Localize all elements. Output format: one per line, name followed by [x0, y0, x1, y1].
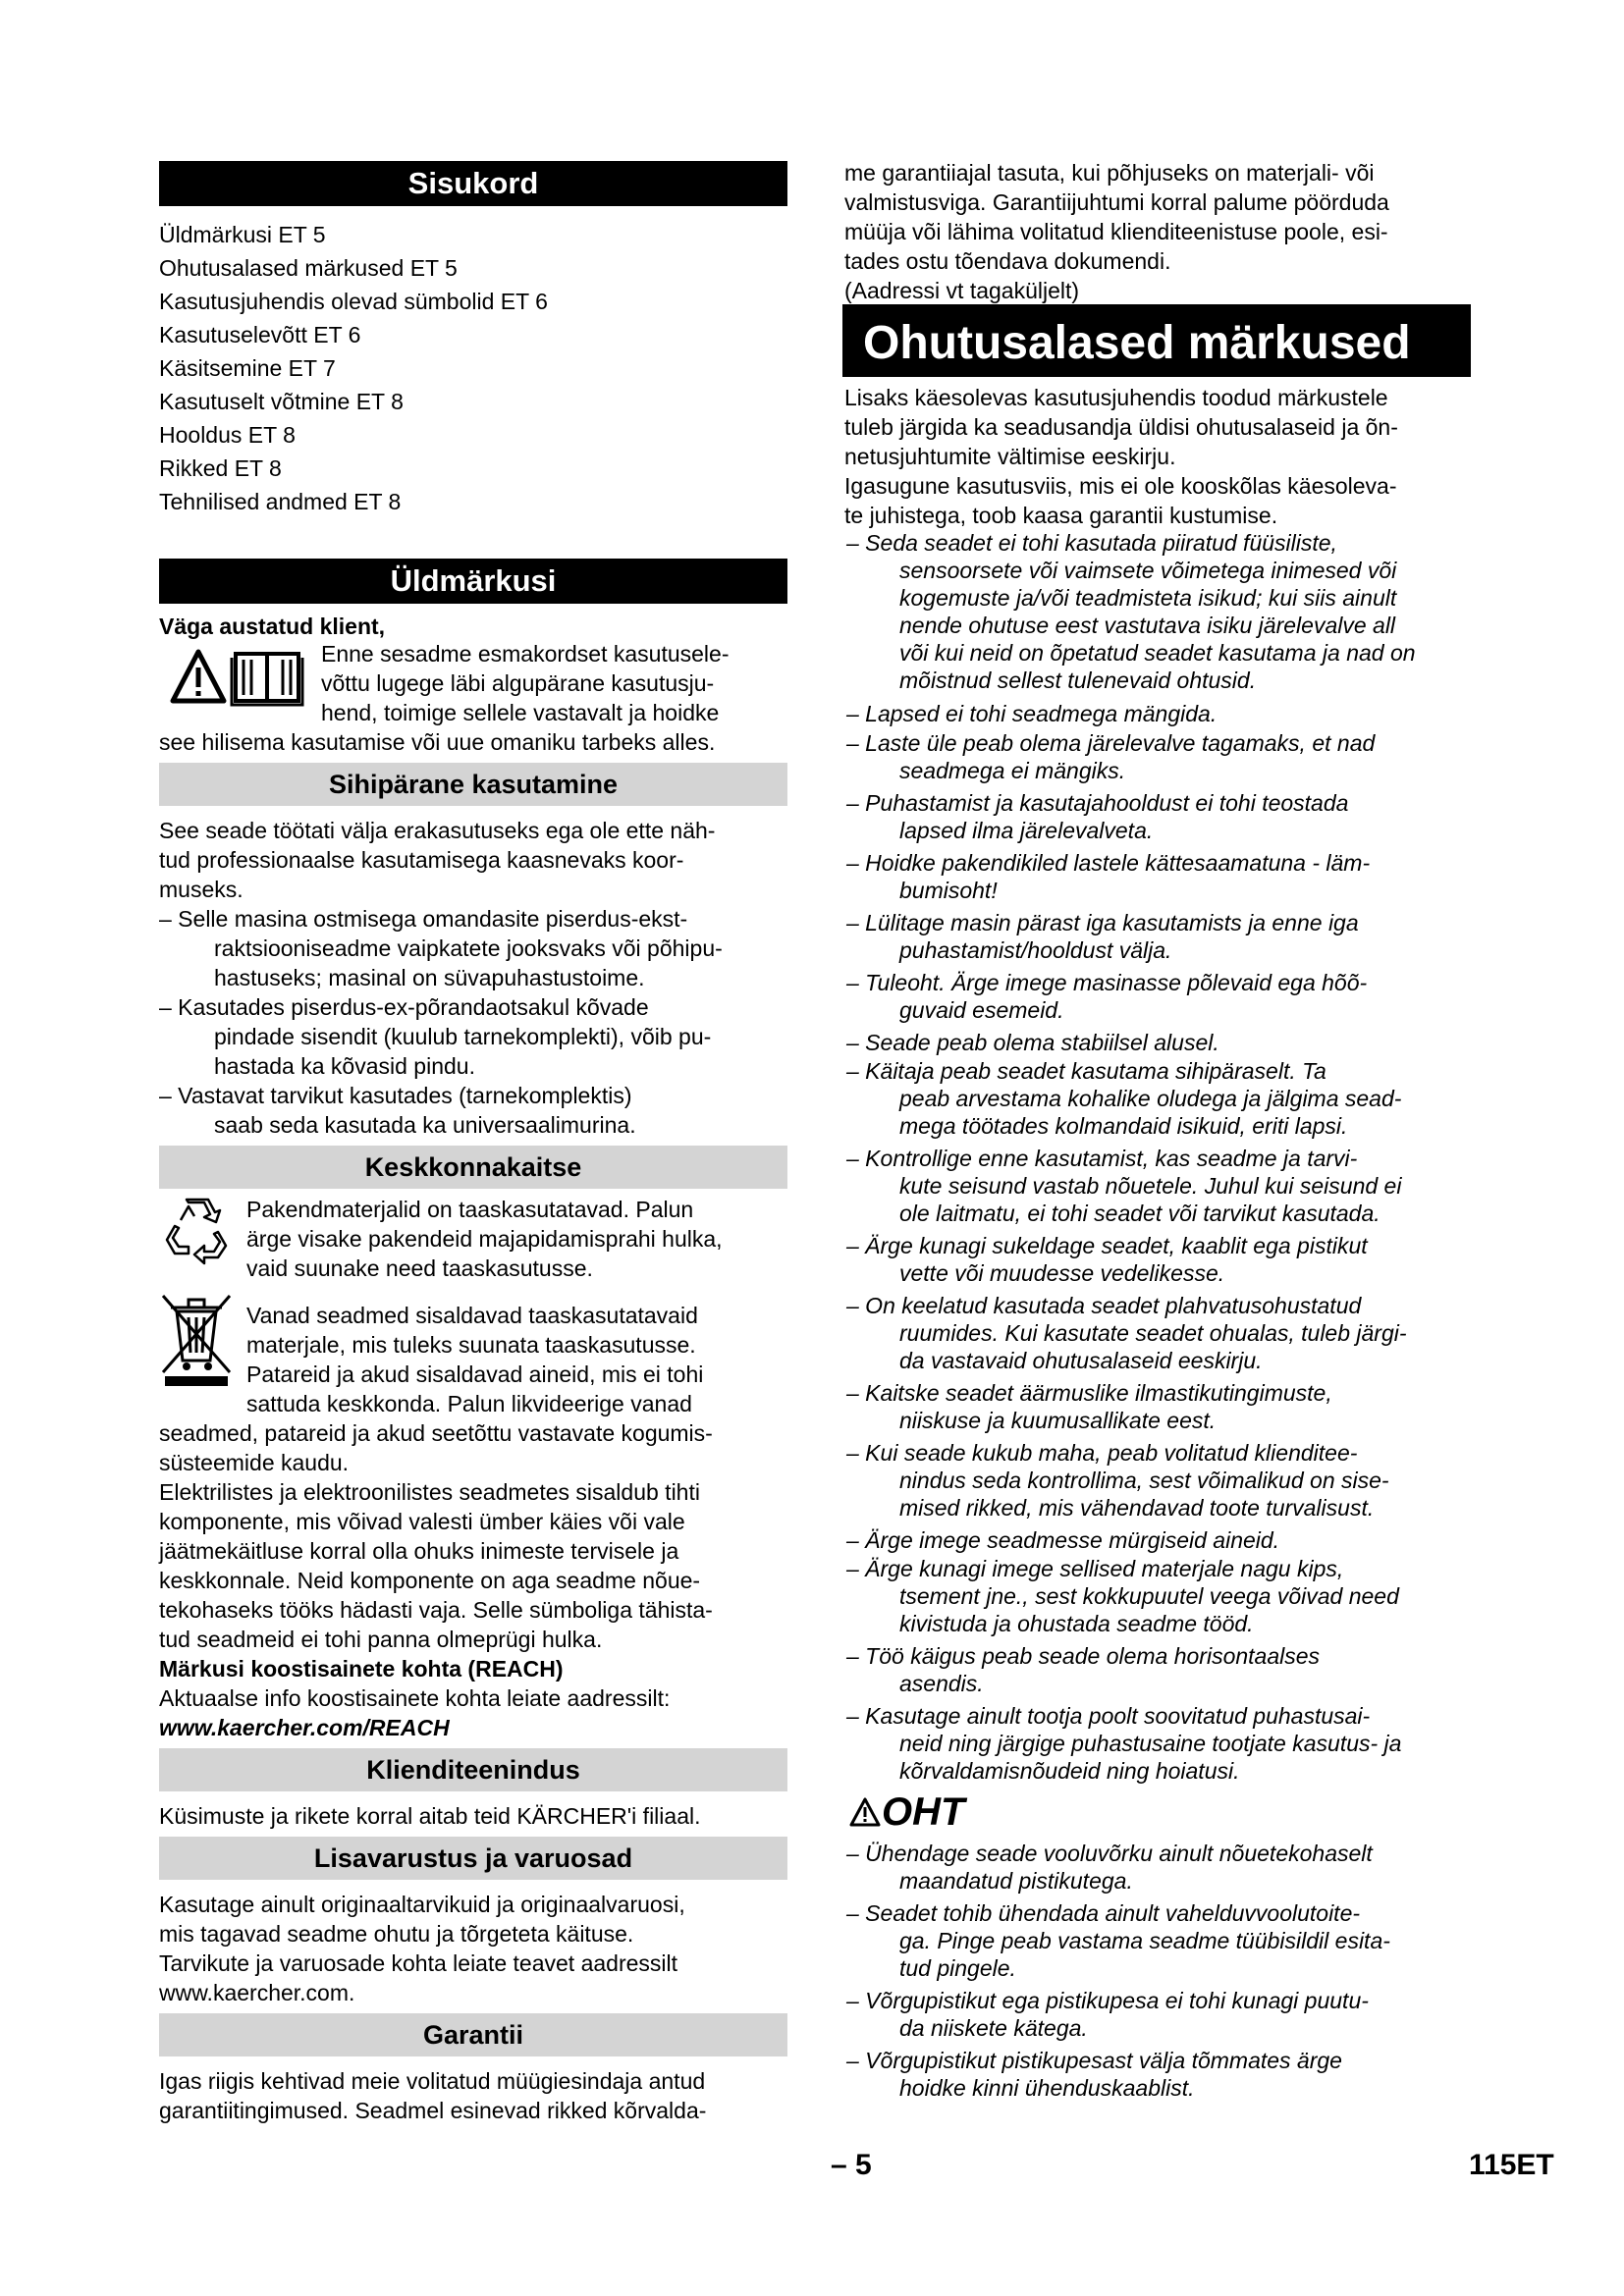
recycle-icon [159, 1193, 234, 1267]
intro-line: Enne sesadme esmakordset kasutusele- [321, 641, 730, 667]
safety-item: da vastavaid ohutusalaseid eeskirju. [899, 1348, 1263, 1373]
safety-item: – Töö käigus peab seade olema horisontaalses [846, 1643, 1321, 1669]
safety-item: ruumides. Kui kasutate seadet ohualas, tuleb järgi- [899, 1320, 1407, 1346]
safety-item: – Laste üle peab olema järelevalve tagamaks, et nad [846, 730, 1376, 756]
service-heading: Klienditeenindus [159, 1748, 787, 1791]
safety-item: puhastamist/hooldust välja. [899, 937, 1172, 963]
safety-item: – On keelatud kasutada seadet plahvatusohustatud [846, 1293, 1362, 1318]
intended-use-line: raktsiooniseadme vaipkatete jooksvaks või põhipu- [214, 935, 723, 961]
disposal-line: sattuda keskkonda. Palun likvideerige vanad [246, 1391, 692, 1416]
toc-item[interactable]: Käsitsemine ET 7 [159, 355, 336, 381]
warranty-line: tades ostu tõendava dokumendi. [844, 248, 1171, 274]
packaging-line: vaid suunake need taaskasutusse. [246, 1255, 593, 1281]
safety-heading: Ohutusalased märkused [844, 306, 1469, 375]
toc-heading: Sisukord [159, 161, 787, 206]
reach-text: Aktuaalse info koostisainete kohta leiate aadressilt: [159, 1685, 671, 1711]
safety-item: – Kontrollige enne kasutamist, kas seadme ja tarvi- [846, 1146, 1358, 1171]
safety-item: – Tuleoht. Ärge imege masinasse põlevaid ega hõõ- [846, 970, 1368, 995]
safety-item: – Kaitske seadet äärmuslike ilmastikutingimuste, [846, 1380, 1332, 1406]
disposal-line: Patareid ja akud sisaldavad aineid, mis ei tohi [246, 1362, 704, 1387]
safety-item: kogemuste ja/või teadmisteta isikud; kui siis ainult [899, 585, 1397, 611]
warranty-line: me garantiiajal tasuta, kui põhjuseks on materjali- või [844, 160, 1375, 186]
toc-item[interactable]: Kasutuselt võtmine ET 8 [159, 389, 404, 414]
accessories-line: Kasutage ainult originaaltarvikuid ja originaalvaruosi, [159, 1892, 685, 1917]
danger-label: OHT [882, 1790, 965, 1834]
safety-item: – Käitaja peab seadet kasutama sihipäraselt. Ta [846, 1058, 1326, 1084]
warning-book-icon [169, 648, 316, 707]
reach-link[interactable]: www.kaercher.com/REACH [159, 1715, 450, 1740]
intended-use-line: hastada ka kõvasid pindu. [214, 1053, 475, 1079]
danger-item: hoidke kinni ühenduskaablist. [899, 2075, 1195, 2101]
intro-line: see hilisema kasutamise või uue omaniku tarbeks alles. [159, 729, 716, 755]
safety-item: bumisoht! [899, 878, 998, 903]
general-heading: Üldmärkusi [159, 559, 787, 604]
disposal-line: keskkonnale. Neid komponente on aga seadme nõue- [159, 1568, 701, 1593]
intended-use-line: saab seda kasutada ka universaalimurina. [214, 1112, 636, 1138]
warranty-heading: Garantii [159, 2013, 787, 2056]
toc-item[interactable]: Rikked ET 8 [159, 455, 282, 481]
danger-item: ga. Pinge peab vastama seadme tüübisildil esita- [899, 1928, 1390, 1953]
disposal-line: materjale, mis tuleks suunata taaskasutusse. [246, 1332, 696, 1358]
intro-line: hend, toimige sellele vastavalt ja hoidke [321, 700, 720, 725]
danger-item: – Võrgupistikut pistikupesast välja tõmmates ärge [846, 2048, 1342, 2073]
safety-item: tsement jne., sest kokkupuutel veega võivad need [899, 1583, 1399, 1609]
danger-item: maandatud pistikutega. [899, 1868, 1133, 1894]
danger-item: – Seadet tohib ühendada ainult vahelduvvoolutoite- [846, 1900, 1361, 1926]
packaging-line: ärge visake pakendeid majapidamisprahi hulka, [246, 1226, 723, 1252]
safety-item: lapsed ilma järelevalveta. [899, 818, 1154, 843]
safety-intro-line: te juhistega, toob kaasa garantii kustumise. [844, 503, 1278, 528]
danger-item: tud pingele. [899, 1955, 1016, 1981]
safety-item: guvaid esemeid. [899, 997, 1064, 1023]
safety-intro-line: tuleb järgida ka seadusandja üldisi ohutusalaseid ja õn- [844, 414, 1398, 440]
danger-item: – Võrgupistikut ega pistikupesa ei tohi kunagi puutu- [846, 1988, 1369, 2013]
safety-item: – Ärge imege seadmesse mürgiseid aineid. [846, 1527, 1280, 1553]
safety-item: mised rikked, mis vähendavad toote turvalisust. [899, 1495, 1375, 1521]
toc-item[interactable]: Tehnilised andmed ET 8 [159, 489, 402, 514]
safety-item: kute seisund vastab nõuetele. Juhul kui seisund ei [899, 1173, 1402, 1199]
accessories-heading: Lisavarustus ja varuosad [159, 1837, 787, 1880]
safety-item: – Puhastamist ja kasutajahooldust ei tohi teostada [846, 790, 1349, 816]
intended-use-line: museks. [159, 877, 244, 902]
disposal-line: tud seadmeid ei tohi panna olmeprügi hulka. [159, 1627, 603, 1652]
safety-intro-line: netusjuhtumite vältimise eeskirju. [844, 444, 1176, 469]
toc-item[interactable]: Kasutuselevõtt ET 6 [159, 322, 361, 347]
intended-use-line: – Kasutades piserdus-ex-põrandaotsakul kõvade [159, 994, 649, 1020]
intended-use-line: – Selle masina ostmisega omandasite piserdus-ekst- [159, 906, 688, 932]
warranty-line: Igas riigis kehtivad meie volitatud müügiesindaja antud [159, 2068, 706, 2094]
toc-item[interactable]: Hooldus ET 8 [159, 422, 296, 448]
safety-intro-line: Igasugune kasutusviis, mis ei ole kooskõlas käesoleva- [844, 473, 1397, 499]
safety-item: ole laitmatu, ei tohi seadet või tarvikut kasutada. [899, 1201, 1380, 1226]
safety-item: mõistnud sellest tulenevaid ohtusid. [899, 667, 1257, 693]
danger-item: da niiskete kätega. [899, 2015, 1088, 2041]
page-number: – 5 [831, 2149, 872, 2181]
safety-item: – Lapsed ei tohi seadmega mängida. [846, 701, 1218, 726]
disposal-line: süsteemide kaudu. [159, 1450, 350, 1475]
disposal-line: Vanad seadmed sisaldavad taaskasutatavaid [246, 1303, 698, 1328]
safety-item: või kui neid on õpetatud seadet kasutama ja nad on [899, 640, 1416, 666]
safety-item: kivistuda ja ohustada seadme tööd. [899, 1611, 1254, 1636]
service-text: Küsimuste ja rikete korral aitab teid KÄRCHER'i filiaal. [159, 1803, 701, 1829]
toc-item[interactable]: Kasutusjuhendis olevad sümbolid ET 6 [159, 289, 548, 314]
safety-item: – Lülitage masin pärast iga kasutamists ja enne iga [846, 910, 1359, 935]
safety-item: asendis. [899, 1671, 984, 1696]
safety-item: sensoorsete või vaimsete võimetega inimesed või [899, 558, 1397, 583]
intro-line: võttu lugege läbi algupärane kasutusju- [321, 670, 715, 696]
warranty-line: valmistusviga. Garantiijuhtumi korral palume pöörduda [844, 189, 1389, 215]
safety-item: – Kasutage ainult tootja poolt soovitatud puhastusai- [846, 1703, 1371, 1729]
danger-item: – Ühendage seade vooluvõrku ainult nõuetekohaselt [846, 1841, 1373, 1866]
intended-use-heading: Sihipärane kasutamine [159, 763, 787, 806]
safety-item: peab arvestama kohalike oludega ja jälgima sead- [899, 1086, 1402, 1111]
safety-item: nende ohutuse eest vastutava isiku järelevalve all [899, 613, 1396, 638]
safety-intro-line: Lisaks käesolevas kasutusjuhendis toodud märkustele [844, 385, 1388, 410]
intended-use-line: – Vastavat tarvikut kasutades (tarnekomplektis) [159, 1083, 632, 1108]
accessories-line: Tarvikute ja varuosade kohta leiate teavet aadressilt [159, 1950, 678, 1976]
warranty-line: müüja või lähima volitatud klienditeenistuse poole, esi- [844, 219, 1388, 244]
warning-triangle-icon [848, 1796, 882, 1828]
intended-use-line: hastuseks; masinal on süvapuhastustoime. [214, 965, 645, 990]
safety-item: vette või muudesse vedelikesse. [899, 1260, 1225, 1286]
accessories-line: mis tagavad seadme ohutu ja tõrgeteta käituse. [159, 1921, 634, 1947]
safety-item: neid ning järgige puhastusaine tootjate kasutus- ja [899, 1731, 1402, 1756]
safety-item: mega töötades kolmandaid isikuid, eriti lapsi. [899, 1113, 1348, 1139]
warranty-line: (Aadressi vt tagaküljelt) [844, 278, 1080, 303]
safety-item: – Ärge kunagi sukeldage seadet, kaablit ega pistikut [846, 1233, 1368, 1258]
disposal-line: tekohaseks tööks hädasti vaja. Selle sümboliga tähista- [159, 1597, 713, 1623]
reach-title: Märkusi koostisainete kohta (REACH) [159, 1656, 564, 1682]
safety-item: seadmega ei mängiks. [899, 758, 1126, 783]
disposal-line: jäätmekäitluse korral olla ohuks inimeste tervisele ja [159, 1538, 679, 1564]
safety-item: – Kui seade kukub maha, peab volitatud klienditee- [846, 1440, 1358, 1466]
crossed-bin-icon [159, 1288, 234, 1386]
intended-use-line: See seade töötati välja erakasutuseks ega ole ette näh- [159, 818, 716, 843]
toc-item[interactable]: Ohutusalased märkused ET 5 [159, 255, 458, 281]
safety-item: – Hoidke pakendikiled lastele kättesaamatuna - läm- [846, 850, 1371, 876]
safety-item: nindus seda kontrollima, sest võimalikud on sise- [899, 1468, 1389, 1493]
page-code: 115ET [1469, 2149, 1554, 2181]
safety-item: – Seda seadet ei tohi kasutada piiratud füüsiliste, [846, 530, 1337, 556]
salutation: Väga austatud klient, [159, 614, 386, 639]
environment-heading: Keskkonnakaitse [159, 1146, 787, 1189]
safety-item: niiskuse ja kuumusallikate eest. [899, 1408, 1217, 1433]
intended-use-line: pindade sisendit (kuulub tarnekomplekti), võib pu- [214, 1024, 712, 1049]
safety-item: – Ärge kunagi imege sellised materjale nagu kips, [846, 1556, 1344, 1581]
safety-item: kõrvaldamisnõudeid ning hoiatusi. [899, 1758, 1240, 1784]
accessories-link[interactable]: www.kaercher.com. [159, 1980, 355, 2005]
disposal-line: komponente, mis võivad valesti ümber käies või vale [159, 1509, 685, 1534]
safety-item: – Seade peab olema stabiilsel alusel. [846, 1030, 1219, 1055]
disposal-line: seadmed, patareid ja akud seetõttu vastavate kogumis- [159, 1420, 713, 1446]
intended-use-line: tud professionaalse kasutamisega kaasnevaks koor- [159, 847, 684, 873]
packaging-line: Pakendmaterjalid on taaskasutatavad. Palun [246, 1197, 694, 1222]
disposal-line: Elektrilistes ja elektroonilistes seadmetes sisaldub tihti [159, 1479, 700, 1505]
warranty-line: garantiitingimused. Seadmel esinevad rikked kõrvalda- [159, 2098, 707, 2123]
toc-item[interactable]: Üldmärkusi ET 5 [159, 222, 326, 247]
